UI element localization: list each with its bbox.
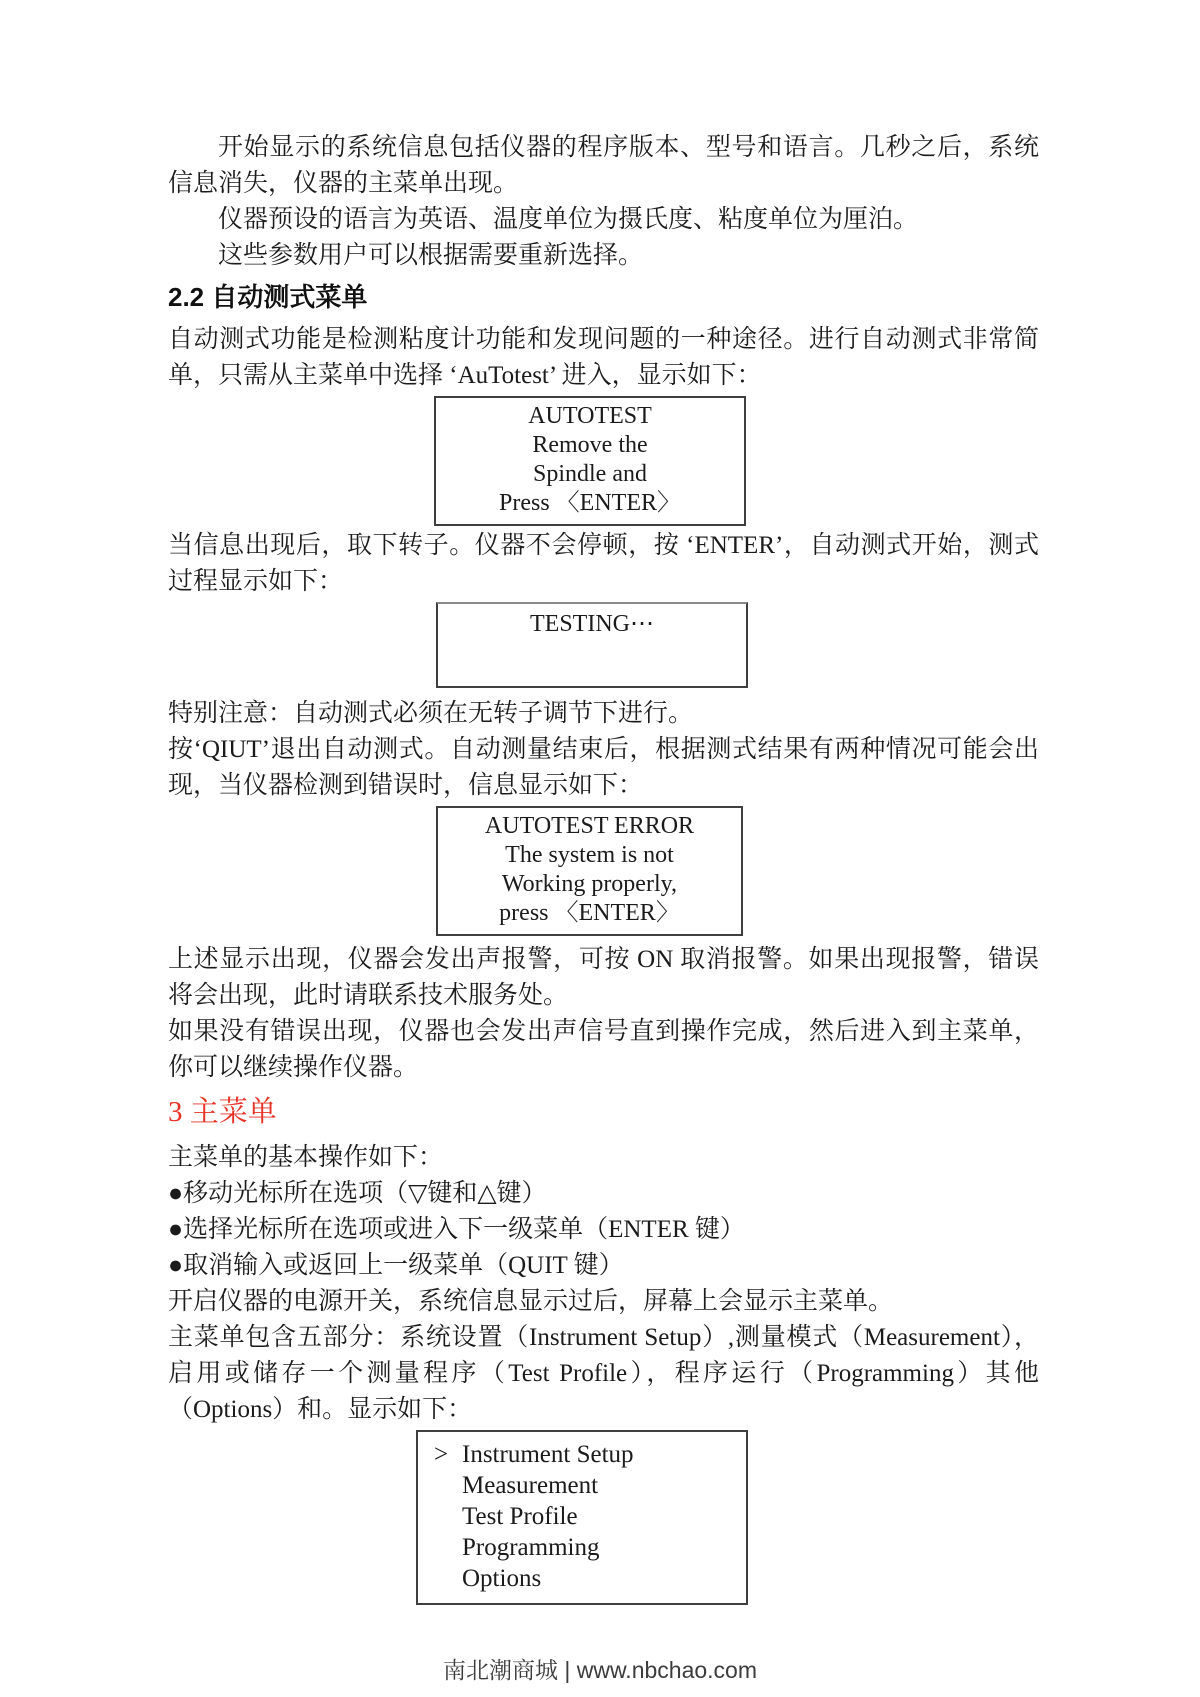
menu-item-programming: Programming [462,1534,600,1561]
menu-item-measurement: Measurement [462,1472,599,1499]
mainmenu-paragraph-1: 主菜单的基本操作如下： [168,1144,444,1171]
display-line: Spindle and [533,461,647,487]
autotest-paragraph-2: 当信息出现后，取下转子。仪器不会停顿，按 ‘ENTER’，自动测式开始，测式过程显示如下： [168,532,1039,595]
intro-paragraph-3: 这些参数用户可以根据需要重新选择。 [218,242,644,269]
footer-branding [0,1652,1200,1685]
menu-cursor-empty [434,1470,462,1501]
display-line: TESTING⋯ [530,611,654,637]
section-heading-main-menu: 3 主菜单 [168,1096,277,1128]
menu-row [434,1470,746,1501]
autotest-paragraph-4: 按‘QIUT’退出自动测式。自动测量结束后，根据测式结果有两种情况可能会出现，当仪器检测到错误时，信息显示如下： [168,736,1039,799]
menu-item-options: Options [462,1565,542,1592]
display-line: press 〈ENTER〉 [499,900,680,926]
display-line: Press 〈ENTER〉 [499,490,681,516]
menu-row [434,1439,746,1470]
display-line: The system is not [505,842,674,868]
menu-item-test-profile: Test Profile [462,1503,578,1530]
mainmenu-bullet-3: ●取消输入或返回上一级菜单（QUIT 键） [168,1252,624,1279]
display-line: AUTOTEST ERROR [484,813,695,839]
menu-cursor-empty [434,1532,462,1563]
menu-row [434,1501,746,1532]
mainmenu-paragraph-2: 开启仪器的电源开关，系统信息显示过后，屏幕上会显示主菜单。 [168,1288,894,1315]
autotest-paragraph-1: 自动测式功能是检测粘度计功能和发现问题的一种途径。进行自动测式非常简单，只需从主菜单中选择 ‘AuTotest’ 进入，显示如下： [168,326,1039,389]
menu-row [434,1532,746,1563]
mainmenu-paragraph-3: 主菜单包含五部分：系统设置（Instrument Setup）,测量模式（Measurement），启用或储存一个测量程序（Test Profile），程序运行（Programming）其他（Options）和。显示如下： [168,1324,1039,1423]
mainmenu-bullet-2: ●选择光标所在选项或进入下一级菜单（ENTER 键） [168,1216,745,1243]
intro-paragraph-2: 仪器预设的语言为英语、温度单位为摄氏度、粘度单位为厘泊。 [218,206,919,233]
lcd-display-autotest-error [436,806,743,936]
autotest-paragraph-3: 特别注意：自动测式必须在无转子调节下进行。 [168,700,694,727]
lcd-display-autotest [434,396,746,526]
display-line: Remove the [532,432,648,458]
display-line: AUTOTEST [528,403,652,429]
menu-cursor-empty [434,1563,462,1594]
page-content [168,0,1039,1605]
autotest-paragraph-6: 如果没有错误出现，仪器也会发出声信号直到操作完成，然后进入到主菜单，你可以继续操作仪器。 [168,1018,1039,1081]
mainmenu-bullet-1: ●移动光标所在选项（▽键和△键） [168,1180,547,1207]
display-line: Working properly, [501,871,678,897]
intro-paragraph-1: 开始显示的系统信息包括仪器的程序版本、型号和语言。几秒之后，系统信息消失，仪器的主菜单出现。 [168,134,1039,197]
menu-cursor-empty [434,1501,462,1532]
lcd-display-testing [436,602,748,688]
menu-item-instrument-setup: Instrument Setup [462,1441,634,1468]
footer-text: 南北潮商城 | www.nbchao.com [442,1657,757,1683]
lcd-display-main-menu [416,1430,748,1605]
autotest-paragraph-5: 上述显示出现，仪器会发出声报警，可按 ON 取消报警。如果出现报警，错误将会出现，此时请联系技术服务处。 [168,946,1039,1009]
menu-cursor: > [434,1441,449,1468]
menu-row [434,1563,746,1594]
section-heading-autotest-menu: 2.2 自动测式菜单 [168,282,368,312]
